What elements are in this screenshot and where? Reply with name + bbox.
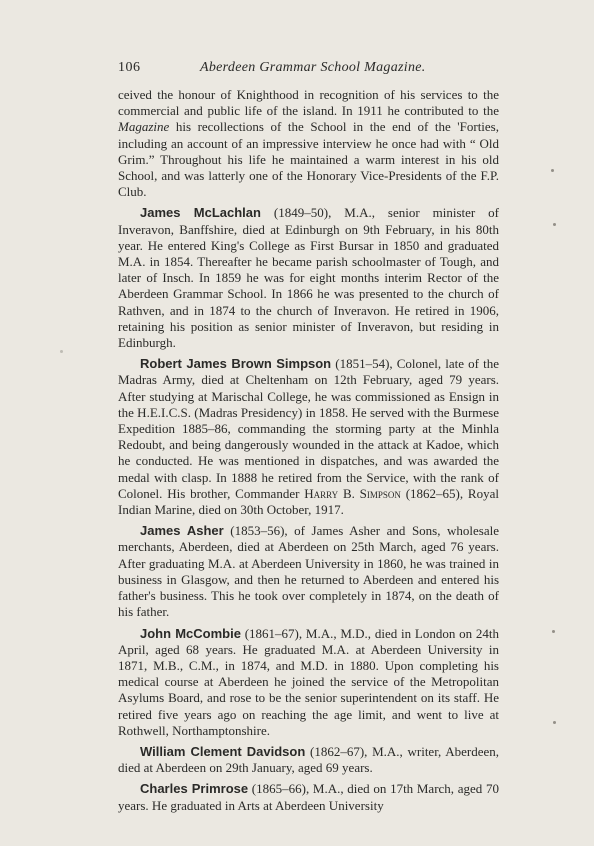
entry-text: (1851–54), Colonel, late of the Madras Army, died at Cheltenham on 12th February, aged 79 years. After studying at Marischal College, he was commissioned as Ensign in the H.E.I.C.S. (Madras Presidency) in 1858. He served with the Burmese Expedition 1885–86, commanding the storming party at the Minhla Redoubt, and being dangerously wounded in the attack at Kadoe, which he conducted. He was mentioned in dispatches, and was awarded the medal with clasp. In 1888 he retired from the Service, with the rank of Colonel. His brother, Commander	[118, 356, 499, 501]
paper-speck	[552, 630, 555, 633]
page-number: 106	[118, 60, 141, 75]
magazine-title: Magazine	[118, 119, 170, 135]
entry-name: James McLachlan	[140, 205, 261, 221]
entry-name: John McCombie	[140, 625, 241, 641]
entry-text: (1849–50), M.A., senior minister of Inveravon, Banffshire, died at Edinburgh on 9th February, in his 80th year. He entered King's College as First Bursar in 1850 and graduated M.A. in 1854. Thereafter he became parish schoolmaster of Tough, and later of Insch. In 1859 he was for eight months interim Rector of the Aberdeen Grammar School. In 1866 he was presented to the church of Rathven, and in 1874 to the church of Inveravon. He retired in 1906, retaining his position as senior minister of Inveravon, but residing in Edinburgh.	[118, 205, 499, 351]
entry-text: (1853–56), of James Asher and Sons, wholesale merchants, Aberdeen, died at Aberdeen on 25th March, aged 76 years. After graduating M.A. at Aberdeen University in 1860, he was trained in business in Glasgow, and then he returned to Aberdeen and entered his father's business. This he took over completely in 1874, on the death of his father.	[118, 523, 499, 620]
obituary-entry	[118, 781, 499, 813]
entry-text: (1862–67), M.A., writer, Aberdeen, died at Aberdeen on 29th January, aged 69 years.	[118, 743, 500, 776]
paper-speck	[553, 721, 556, 724]
entry-name: William Clement Davidson	[140, 743, 306, 759]
entry-name: Charles Primrose	[140, 781, 249, 797]
brother-name: Harry B. Simpson	[304, 485, 401, 501]
body-text	[118, 87, 499, 819]
running-title: Aberdeen Grammar School Magazine.	[200, 60, 426, 75]
paper-speck	[553, 223, 556, 226]
obituary-entry	[118, 744, 499, 776]
entry-text: (1862–65), Royal Indian Marine, died on 30th October, 1917.	[118, 485, 499, 518]
entry-name: James Asher	[140, 523, 224, 539]
paper-speck	[551, 169, 554, 172]
paragraph-text: his recollections of the School in the end of the 'Forties, including an account of an impressive interview he once had with “ Old Grim.” Throughout his life he maintained a warm interest in his old School, and was latterly one of the Honorary Vice-Presidents of the F.P. Club.	[118, 119, 499, 200]
paragraph-text: ceived the honour of Knighthood in recognition of his services to the commercial and public life of the island. In 1911 he contributed to the	[118, 87, 499, 119]
obituary-entry	[118, 356, 499, 518]
obituary-entry	[118, 205, 499, 351]
obituary-entry	[118, 523, 499, 620]
paper-speck	[60, 350, 63, 353]
page-header	[118, 60, 498, 80]
entry-text: (1861–67), M.A., M.D., died in London on 24th April, aged 68 years. He graduated M.A. at Aberdeen University in 1871, M.B., C.M., in 1874, and M.D. in 1880. Upon completing his medical course at Aberdeen he joined the service of the Metropolitan Asylums Board, and rose to be the senior superintendent on its staff. He retired five years ago on reaching the age limit, and went to live at Rothwell, Northamptonshire.	[118, 625, 499, 738]
entry-text: (1865–66), M.A., died on 17th March, aged 70 years. He graduated in Arts at Aberdeen University	[118, 781, 499, 813]
paragraph-continuation	[118, 87, 499, 200]
obituary-entry	[118, 626, 499, 739]
entry-name: Robert James Brown Simpson	[140, 356, 332, 372]
